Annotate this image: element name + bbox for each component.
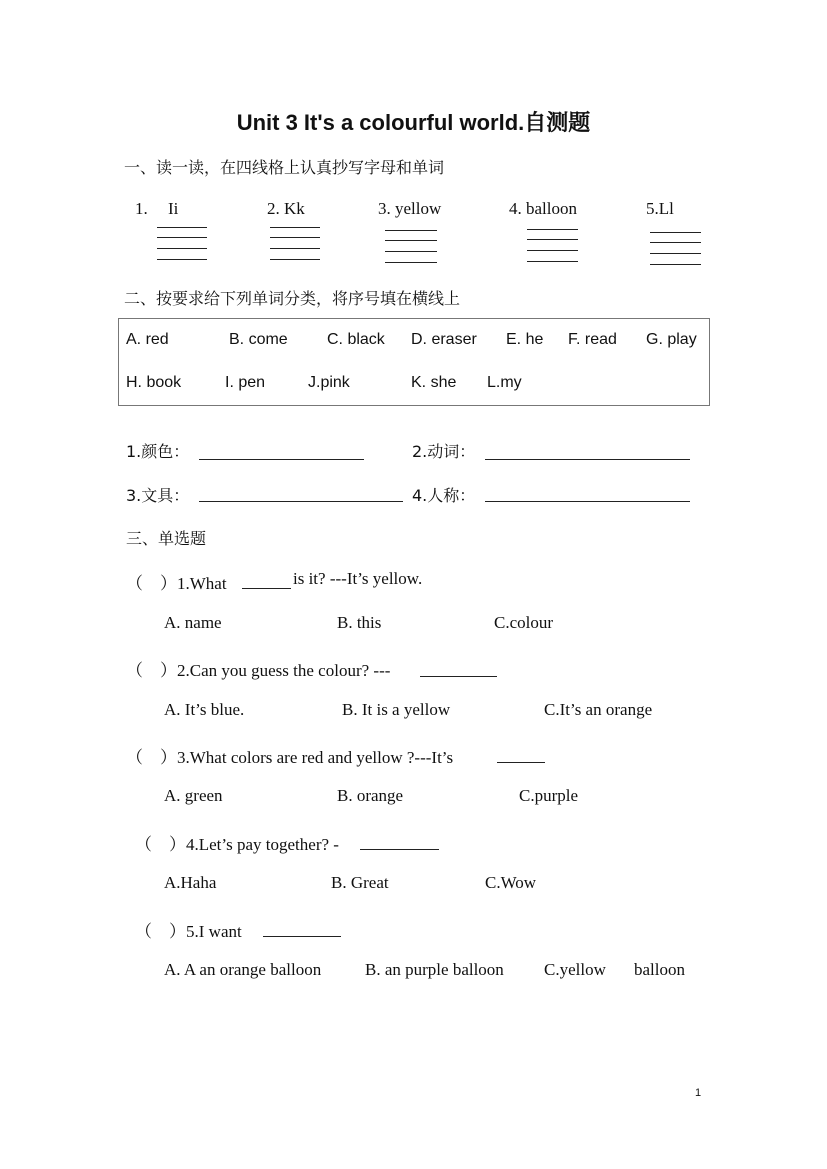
word-option: F. read bbox=[568, 331, 617, 348]
question-1-blank[interactable] bbox=[242, 588, 291, 589]
word-option: K. she bbox=[411, 374, 457, 391]
section2-heading: 二、按要求给下列单词分类，将序号填在横线上 bbox=[124, 289, 461, 308]
category-label: 2.动词： bbox=[412, 442, 476, 461]
page-title: Unit 3 It's a colourful world.自测题 bbox=[236, 110, 591, 135]
word-option: J.pink bbox=[308, 374, 350, 391]
four-line-grid[interactable] bbox=[650, 232, 701, 268]
item-2: 2. Kk bbox=[267, 199, 305, 218]
option-b[interactable]: B. this bbox=[337, 613, 382, 632]
question-3-prompt: （ ）3.What colors are red and yellow ?---It’s bbox=[126, 748, 454, 767]
question-3-blank[interactable] bbox=[497, 762, 545, 763]
option-b[interactable]: B. an purple balloon bbox=[365, 960, 504, 979]
page-number: 1 bbox=[695, 1087, 702, 1099]
option-c[interactable]: C.colour bbox=[494, 613, 554, 632]
option-b[interactable]: B. Great bbox=[331, 873, 389, 892]
answer-blank[interactable] bbox=[199, 459, 364, 460]
option-c[interactable]: C.Wow bbox=[485, 873, 537, 892]
answer-blank[interactable] bbox=[199, 501, 403, 502]
option-a[interactable]: A. name bbox=[164, 613, 222, 632]
word-option: H. book bbox=[126, 374, 182, 391]
option-c[interactable]: C.It’s an orange bbox=[544, 700, 653, 719]
category-label: 1.颜色： bbox=[126, 442, 190, 461]
option-a[interactable]: A. green bbox=[164, 786, 223, 805]
option-b[interactable]: B. It is a yellow bbox=[342, 700, 451, 719]
four-line-grid[interactable] bbox=[157, 227, 207, 263]
section1-heading: 一、读一读，在四线格上认真抄写字母和单词 bbox=[124, 158, 445, 177]
question-2-blank[interactable] bbox=[420, 676, 497, 677]
item-5: 5.Ll bbox=[646, 199, 674, 218]
word-option: D. eraser bbox=[411, 331, 477, 348]
answer-blank[interactable] bbox=[485, 501, 690, 502]
four-line-grid[interactable] bbox=[270, 227, 320, 263]
four-line-grid[interactable] bbox=[385, 230, 437, 266]
word-option: I. pen bbox=[225, 374, 266, 391]
answer-blank[interactable] bbox=[485, 459, 690, 460]
option-c[interactable]: C.purple bbox=[519, 786, 579, 805]
option-b[interactable]: B. orange bbox=[337, 786, 404, 805]
four-line-grid[interactable] bbox=[527, 229, 578, 265]
question-5-blank[interactable] bbox=[263, 936, 341, 937]
section3-heading: 三、单选题 bbox=[126, 529, 207, 548]
option-a[interactable]: A. It’s blue. bbox=[164, 700, 245, 719]
word-option: B. come bbox=[229, 331, 288, 348]
option-a[interactable]: A.Haha bbox=[164, 873, 217, 892]
question-5-prompt: （ ）5.I want bbox=[135, 922, 242, 941]
item-3: 3. yellow bbox=[378, 199, 442, 218]
item-1-letter: Ii bbox=[168, 199, 179, 218]
word-option: E. he bbox=[506, 331, 544, 348]
word-option: A. red bbox=[126, 331, 169, 348]
item-4: 4. balloon bbox=[509, 199, 577, 218]
category-label: 3.文具： bbox=[126, 486, 190, 505]
item-1-number: 1. bbox=[135, 199, 148, 218]
question-4-prompt: （ ）4.Let’s pay together? - bbox=[135, 835, 339, 854]
option-c[interactable]: C.yellow bbox=[544, 960, 606, 979]
question-1-prompt: （ ）1.What bbox=[126, 574, 227, 593]
option-c-continued: balloon bbox=[634, 960, 685, 979]
question-1-rest: is it? ---It’s yellow. bbox=[293, 569, 423, 588]
question-2-prompt: （ ）2.Can you guess the colour? --- bbox=[126, 661, 391, 680]
question-4-blank[interactable] bbox=[360, 849, 439, 850]
word-option: C. black bbox=[327, 331, 385, 348]
option-a[interactable]: A. A an orange balloon bbox=[164, 960, 322, 979]
word-option: L.my bbox=[487, 374, 522, 391]
category-label: 4.人称： bbox=[412, 486, 476, 505]
word-option: G. play bbox=[646, 331, 697, 348]
